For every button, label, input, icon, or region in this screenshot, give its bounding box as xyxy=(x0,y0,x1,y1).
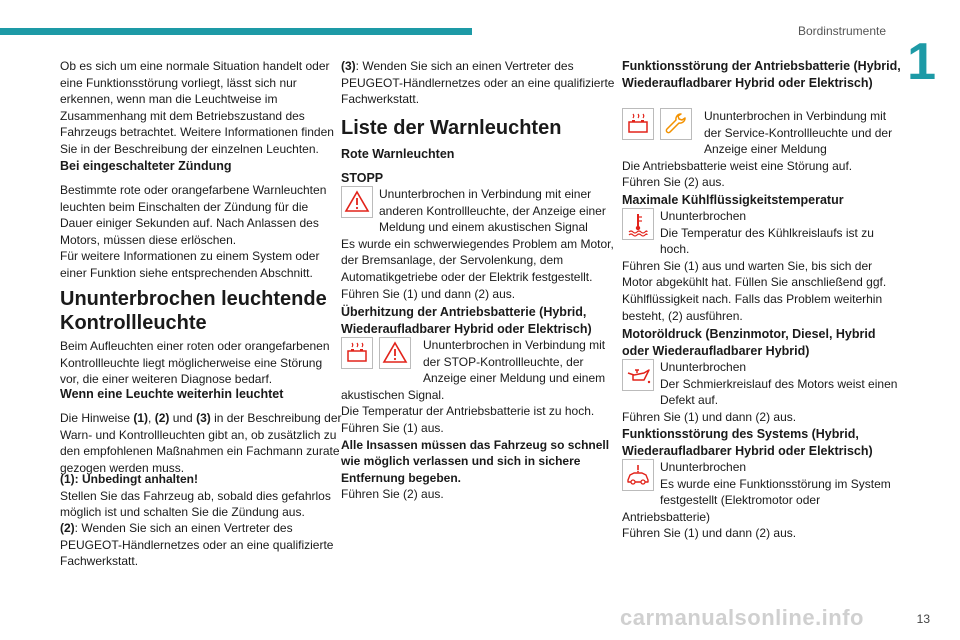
stop-action: Führen Sie (1) und dann (2) aus. xyxy=(341,286,516,301)
heading-red-lamps: Rote Warnleuchten xyxy=(341,147,455,161)
heading-warning-list: Liste der Warnleuchten xyxy=(341,117,562,139)
stop-state: Ununterbrochen in Verbindung mit einer anderen Kontrollleuchte, der Anzeige einer Meldung und einem akustischen Signal xyxy=(379,187,606,235)
watermark: carmanualsonline.info xyxy=(620,605,864,630)
paragraph-more-info: Für weitere Informationen zu einem System oder einer Funktion siehe entsprechenden Abschnitt. xyxy=(60,249,320,280)
heading-ignition-on: Bei eingeschalteter Zündung xyxy=(60,159,232,173)
stop-description: Es wurde ein schwerwiegendes Problem am Motor, der Bremsanlage, der Servolenkung, dem Automatikgetriebe oder der Elektrik festgestellt. xyxy=(341,236,614,284)
oil-pressure-state: Ununterbrochen xyxy=(660,360,747,374)
coolant-state: Ununterbrochen xyxy=(660,209,747,223)
car-warning-icon xyxy=(622,459,654,491)
battery-fault-icon xyxy=(622,108,654,140)
heading-continuous-lamp: Ununterbrochen leuchtende Kontrollleuchte xyxy=(60,288,327,334)
battery-fault-description: Die Antriebsbatterie weist eine Störung auf. xyxy=(622,158,853,173)
battery-fault-title: Funktionsstörung der Antriebsbatterie (Hybrid, Wiederaufladbarer Hybrid oder Elektrisch) xyxy=(622,59,901,90)
note-2 xyxy=(60,520,342,570)
hint-ref-3: (3) xyxy=(196,411,211,425)
battery-fault-state: Ununterbrochen in Verbindung mit der Service-Kontrollleuchte und der Anzeige einer Meldung xyxy=(704,109,893,157)
coolant-title: Maximale Kühlflüssigkeitstemperatur xyxy=(622,193,844,207)
battery-fault-action: Führen Sie (2) aus. xyxy=(622,175,725,190)
battery-overheat-entry xyxy=(341,337,623,503)
battery-overheat-icons xyxy=(341,337,417,369)
battery-overheat-title: Überhitzung der Antriebsbatterie (Hybrid, Wiederaufladbarer Hybrid oder Elektrisch) xyxy=(341,305,592,336)
oil-pressure-entry xyxy=(622,359,904,425)
paragraph-lamp-lights: Beim Aufleuchten einer roten oder orangefarbenen Kontrollleuchte liegt möglicherweise eine Störung vor, die einer weiteren Diagnose bedarf. xyxy=(60,339,330,387)
system-fault-action: Führen Sie (1) und dann (2) aus. xyxy=(622,526,797,541)
oil-pressure-description: Der Schmierkreislauf des Motors weist einen Defekt auf. xyxy=(660,376,898,408)
coolant-action: Führen Sie (1) aus und warten Sie, bis sich der Motor abgekühlt hat. Füllen Sie anschließend ggf. Kühlflüssigkeit nach. Falls das Problem weiterhin besteht, (2) ausführen. xyxy=(622,258,887,323)
stop-warning-icon xyxy=(341,186,373,218)
service-wrench-icon xyxy=(660,108,692,140)
coolant-description: Die Temperatur des Kühlkreislaufs ist zu hoch. xyxy=(660,225,874,257)
coolant-entry xyxy=(622,208,904,324)
hints-text-b: , xyxy=(148,411,155,425)
page-number: 13 xyxy=(916,612,930,626)
hint-ref-2: (2) xyxy=(154,411,170,425)
battery-fault-entry xyxy=(622,108,904,191)
stop-warning-icon-2 xyxy=(379,337,411,369)
oil-can-icon xyxy=(622,359,654,391)
hints-text-c: und xyxy=(169,411,197,425)
battery-fault-icons xyxy=(622,108,698,140)
note-3-text: : Wenden Sie sich an einen Vertreter des PEUGEOT-Händlernetzes oder an eine qualifizierte Fachwerkstatt. xyxy=(341,59,615,107)
coolant-temperature-icon xyxy=(622,208,654,240)
stop-title: STOPP xyxy=(341,171,384,185)
note-1-text: Stellen Sie das Fahrzeug ab, sobald dies gefahrlos möglich ist und schalten Sie die Zündung aus. xyxy=(60,488,331,520)
battery-overheat-description: Die Temperatur der Antriebsbatterie ist zu hoch. xyxy=(341,404,595,419)
intro-paragraph: Ob es sich um eine normale Situation handelt oder eine Funktionsstörung vorliegt, lässt sich nur erkennen, wenn man die Leuchtweise im Zusammenhang mit dem Betriebszustand des Fahrzeugs betrachtet. Weitere Informationen finden Sie in der Beschreibung der einzelnen Leuchten. xyxy=(60,59,334,156)
header-accent-bar xyxy=(0,28,472,35)
paragraph-ignition: Bestimmte rote oder orangefarbene Warnleuchten leuchten beim Einschalten der Zündung für die Dauer einiger Sekunden auf. Nach Anlassen des Motors, müssen diese erlöschen. xyxy=(60,183,327,247)
note-1-label: (1) xyxy=(60,472,75,486)
battery-overheat-evacuate: Alle Insassen müssen das Fahrzeug so schnell wie möglich verlassen und sich in sichere Entfernung begeben. xyxy=(341,437,610,485)
oil-pressure-title: Motoröldruck (Benzinmotor, Diesel, Hybrid oder Wiederaufladbarer Hybrid) xyxy=(622,327,876,358)
heading-lamp-stays-on: Wenn eine Leuchte weiterhin leuchtet xyxy=(60,387,284,401)
battery-overheat-action-2: Führen Sie (2) aus. xyxy=(341,487,444,502)
note-3 xyxy=(341,58,623,108)
hints-text-a: Die Hinweise xyxy=(60,411,134,425)
chapter-number: 1 xyxy=(907,33,936,91)
note-3-label: (3) xyxy=(341,59,356,73)
system-fault-entry xyxy=(622,459,904,542)
battery-overheat-state: Ununterbrochen in Verbindung mit der STOP-Kontrollleuchte, der Anzeige einer Meldung und einem akustischen Signal. xyxy=(341,338,606,402)
hints-text-d: in der Beschreibung der Warn- und Kontrollleuchten gibt an, ob zusätzlich zu den empfohlenen Maßnahmen ein Fachmann zurate gezogen werden muss. xyxy=(60,411,342,475)
note-2-label: (2) xyxy=(60,521,75,535)
oil-pressure-action: Führen Sie (1) und dann (2) aus. xyxy=(622,409,797,424)
section-title: Bordinstrumente xyxy=(797,24,886,38)
note-2-text: : Wenden Sie sich an einen Vertreter des PEUGEOT-Händlernetzes oder an eine qualifizierte Fachwerkstatt. xyxy=(60,521,334,569)
battery-heat-icon xyxy=(341,337,373,369)
paragraph-hints xyxy=(60,410,342,476)
system-fault-title: Funktionsstörung des Systems (Hybrid, Wiederaufladbarer Hybrid oder Elektrisch) xyxy=(622,427,873,458)
stop-entry xyxy=(341,186,623,302)
system-fault-description: Es wurde eine Funktionsstörung im System festgestellt (Elektromotor oder Antriebsbatterie) xyxy=(622,476,891,524)
system-fault-state: Ununterbrochen xyxy=(660,460,747,474)
hint-ref-1: (1) xyxy=(133,411,149,425)
note-1 xyxy=(60,471,342,521)
note-1-bold: : Unbedingt anhalten! xyxy=(74,472,198,486)
battery-overheat-action-1: Führen Sie (1) aus. xyxy=(341,420,444,435)
